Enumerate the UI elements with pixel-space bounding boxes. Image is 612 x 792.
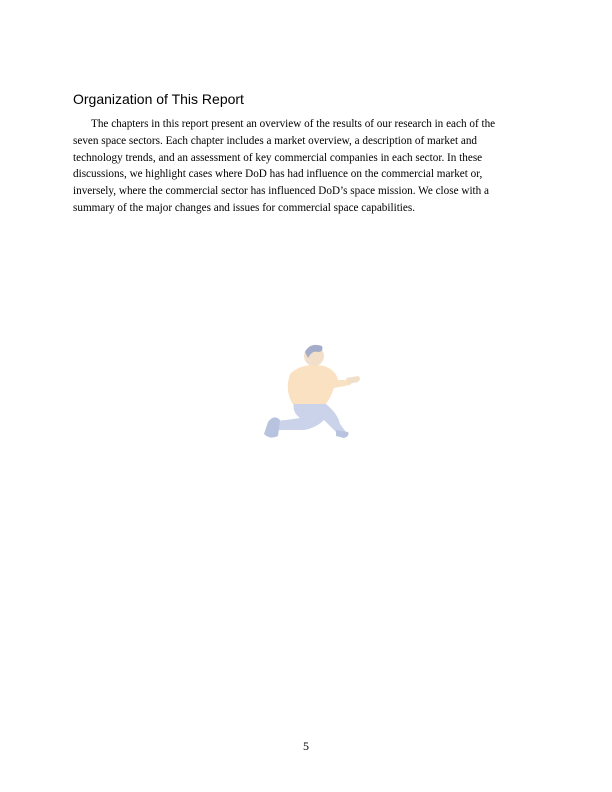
section-paragraph [73, 116, 533, 217]
section-heading: Organization of This Report [73, 91, 244, 107]
running-person-icon [250, 340, 362, 450]
paragraph-line: discussions, we highlight cases where DoD has had influence on the commercial market or, [73, 168, 483, 181]
paragraph-line: inversely, where the commercial sector has influenced DoD’s space mission. We close with a [73, 185, 490, 198]
paragraph-line: seven space sectors. Each chapter includes a market overview, a description of market and [73, 134, 478, 147]
pants-shape [272, 404, 346, 434]
arm-shape [346, 376, 360, 384]
page-number: 5 [303, 739, 309, 753]
shoe-right [336, 430, 349, 438]
paragraph-line: summary of the major changes and issues for commercial space capabilities. [73, 201, 416, 214]
paragraph-line: technology trends, and an assessment of key commercial companies in each sector. In these [73, 151, 483, 164]
shoe-left [264, 417, 280, 437]
paragraph-line: The chapters in this report present an overview of the results of our research in each of the [91, 118, 496, 130]
shirt-shape [288, 365, 352, 406]
